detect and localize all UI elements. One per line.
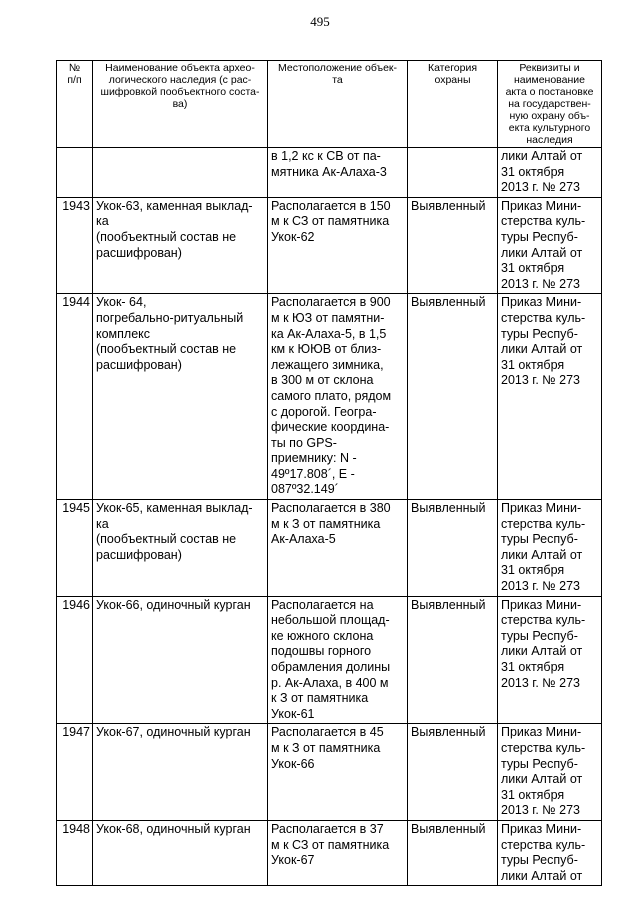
header-number: № п/п bbox=[57, 61, 93, 148]
row-location: Располагается в 37 м к СЗ от памятника Укок-67 bbox=[268, 820, 408, 885]
header-requisites: Реквизиты и наименование акта о постановке на государствен- ную охрану объ- екта культурного наследия bbox=[498, 61, 602, 148]
row-location: Располагается в 380 м к З от памятника Ак-Алаха-5 bbox=[268, 500, 408, 597]
row-number: 1947 bbox=[57, 724, 93, 821]
header-location: Местоположение объек- та bbox=[268, 61, 408, 148]
row-category: Выявленный bbox=[408, 294, 498, 500]
table-row bbox=[57, 820, 602, 885]
row-requisites: Приказ Мини- стерства куль- туры Респуб- лики Алтай от 31 октября 2013 г. № 273 bbox=[498, 724, 602, 821]
table-row bbox=[57, 724, 602, 821]
row-number: 1945 bbox=[57, 500, 93, 597]
page-number: 495 bbox=[310, 14, 330, 29]
row-object-name: Укок-67, одиночный курган bbox=[93, 724, 268, 821]
row-category bbox=[408, 148, 498, 198]
row-requisites: Приказ Мини- стерства куль- туры Респуб- лики Алтай от 31 октября 2013 г. № 273 bbox=[498, 197, 602, 294]
row-number: 1944 bbox=[57, 294, 93, 500]
row-object-name: Укок-65, каменная выклад- ка (пообъектный состав не расшифрован) bbox=[93, 500, 268, 597]
row-category: Выявленный bbox=[408, 500, 498, 597]
row-location: Располагается в 150 м к СЗ от памятника Укок-62 bbox=[268, 197, 408, 294]
table-row bbox=[57, 148, 602, 198]
table-row bbox=[57, 197, 602, 294]
row-category: Выявленный bbox=[408, 197, 498, 294]
table-header-row bbox=[57, 61, 602, 148]
row-requisites: лики Алтай от 31 октября 2013 г. № 273 bbox=[498, 148, 602, 198]
row-requisites: Приказ Мини- стерства куль- туры Респуб- лики Алтай от 31 октября 2013 г. № 273 bbox=[498, 500, 602, 597]
heritage-table bbox=[56, 60, 602, 886]
row-category: Выявленный bbox=[408, 596, 498, 724]
header-object-name: Наименование объекта архео- логического наследия (с рас- шифровкой пообъектного соста- ва) bbox=[93, 61, 268, 148]
row-category: Выявленный bbox=[408, 724, 498, 821]
row-number: 1948 bbox=[57, 820, 93, 885]
table-row bbox=[57, 596, 602, 724]
row-location: Располагается на небольшой площад- ке южного склона подошвы горного обрамления долины р. Ак-Алаха, в 400 м к З от памятника Укок-61 bbox=[268, 596, 408, 724]
row-requisites: Приказ Мини- стерства куль- туры Респуб- лики Алтай от 31 октября 2013 г. № 273 bbox=[498, 294, 602, 500]
header-category: Категория охраны bbox=[408, 61, 498, 148]
row-location: Располагается в 900 м к ЮЗ от памятни- ка Ак-Алаха-5, в 1,5 км к ЮЮВ от близ- лежащего зимника, в 300 м от склона самого плато, рядом с дорогой. Геогра- фические координа- ты по GPS- приемнику: N - 49º17.808´, E - 087º32.149´ bbox=[268, 294, 408, 500]
row-category: Выявленный bbox=[408, 820, 498, 885]
row-requisites: Приказ Мини- стерства куль- туры Респуб- лики Алтай от bbox=[498, 820, 602, 885]
row-object-name: Укок-66, одиночный курган bbox=[93, 596, 268, 724]
row-number bbox=[57, 148, 93, 198]
row-number: 1946 bbox=[57, 596, 93, 724]
table-row bbox=[57, 500, 602, 597]
row-object-name bbox=[93, 148, 268, 198]
row-number: 1943 bbox=[57, 197, 93, 294]
row-object-name: Укок- 64, погребально-ритуальный комплекс (пообъектный состав не расшифрован) bbox=[93, 294, 268, 500]
table-row bbox=[57, 294, 602, 500]
row-location: Располагается в 45 м к З от памятника Укок-66 bbox=[268, 724, 408, 821]
row-location: в 1,2 кс к СВ от па- мятника Ак-Алаха-3 bbox=[268, 148, 408, 198]
row-object-name: Укок-68, одиночный курган bbox=[93, 820, 268, 885]
row-requisites: Приказ Мини- стерства куль- туры Респуб- лики Алтай от 31 октября 2013 г. № 273 bbox=[498, 596, 602, 724]
row-object-name: Укок-63, каменная выклад- ка (пообъектный состав не расшифрован) bbox=[93, 197, 268, 294]
